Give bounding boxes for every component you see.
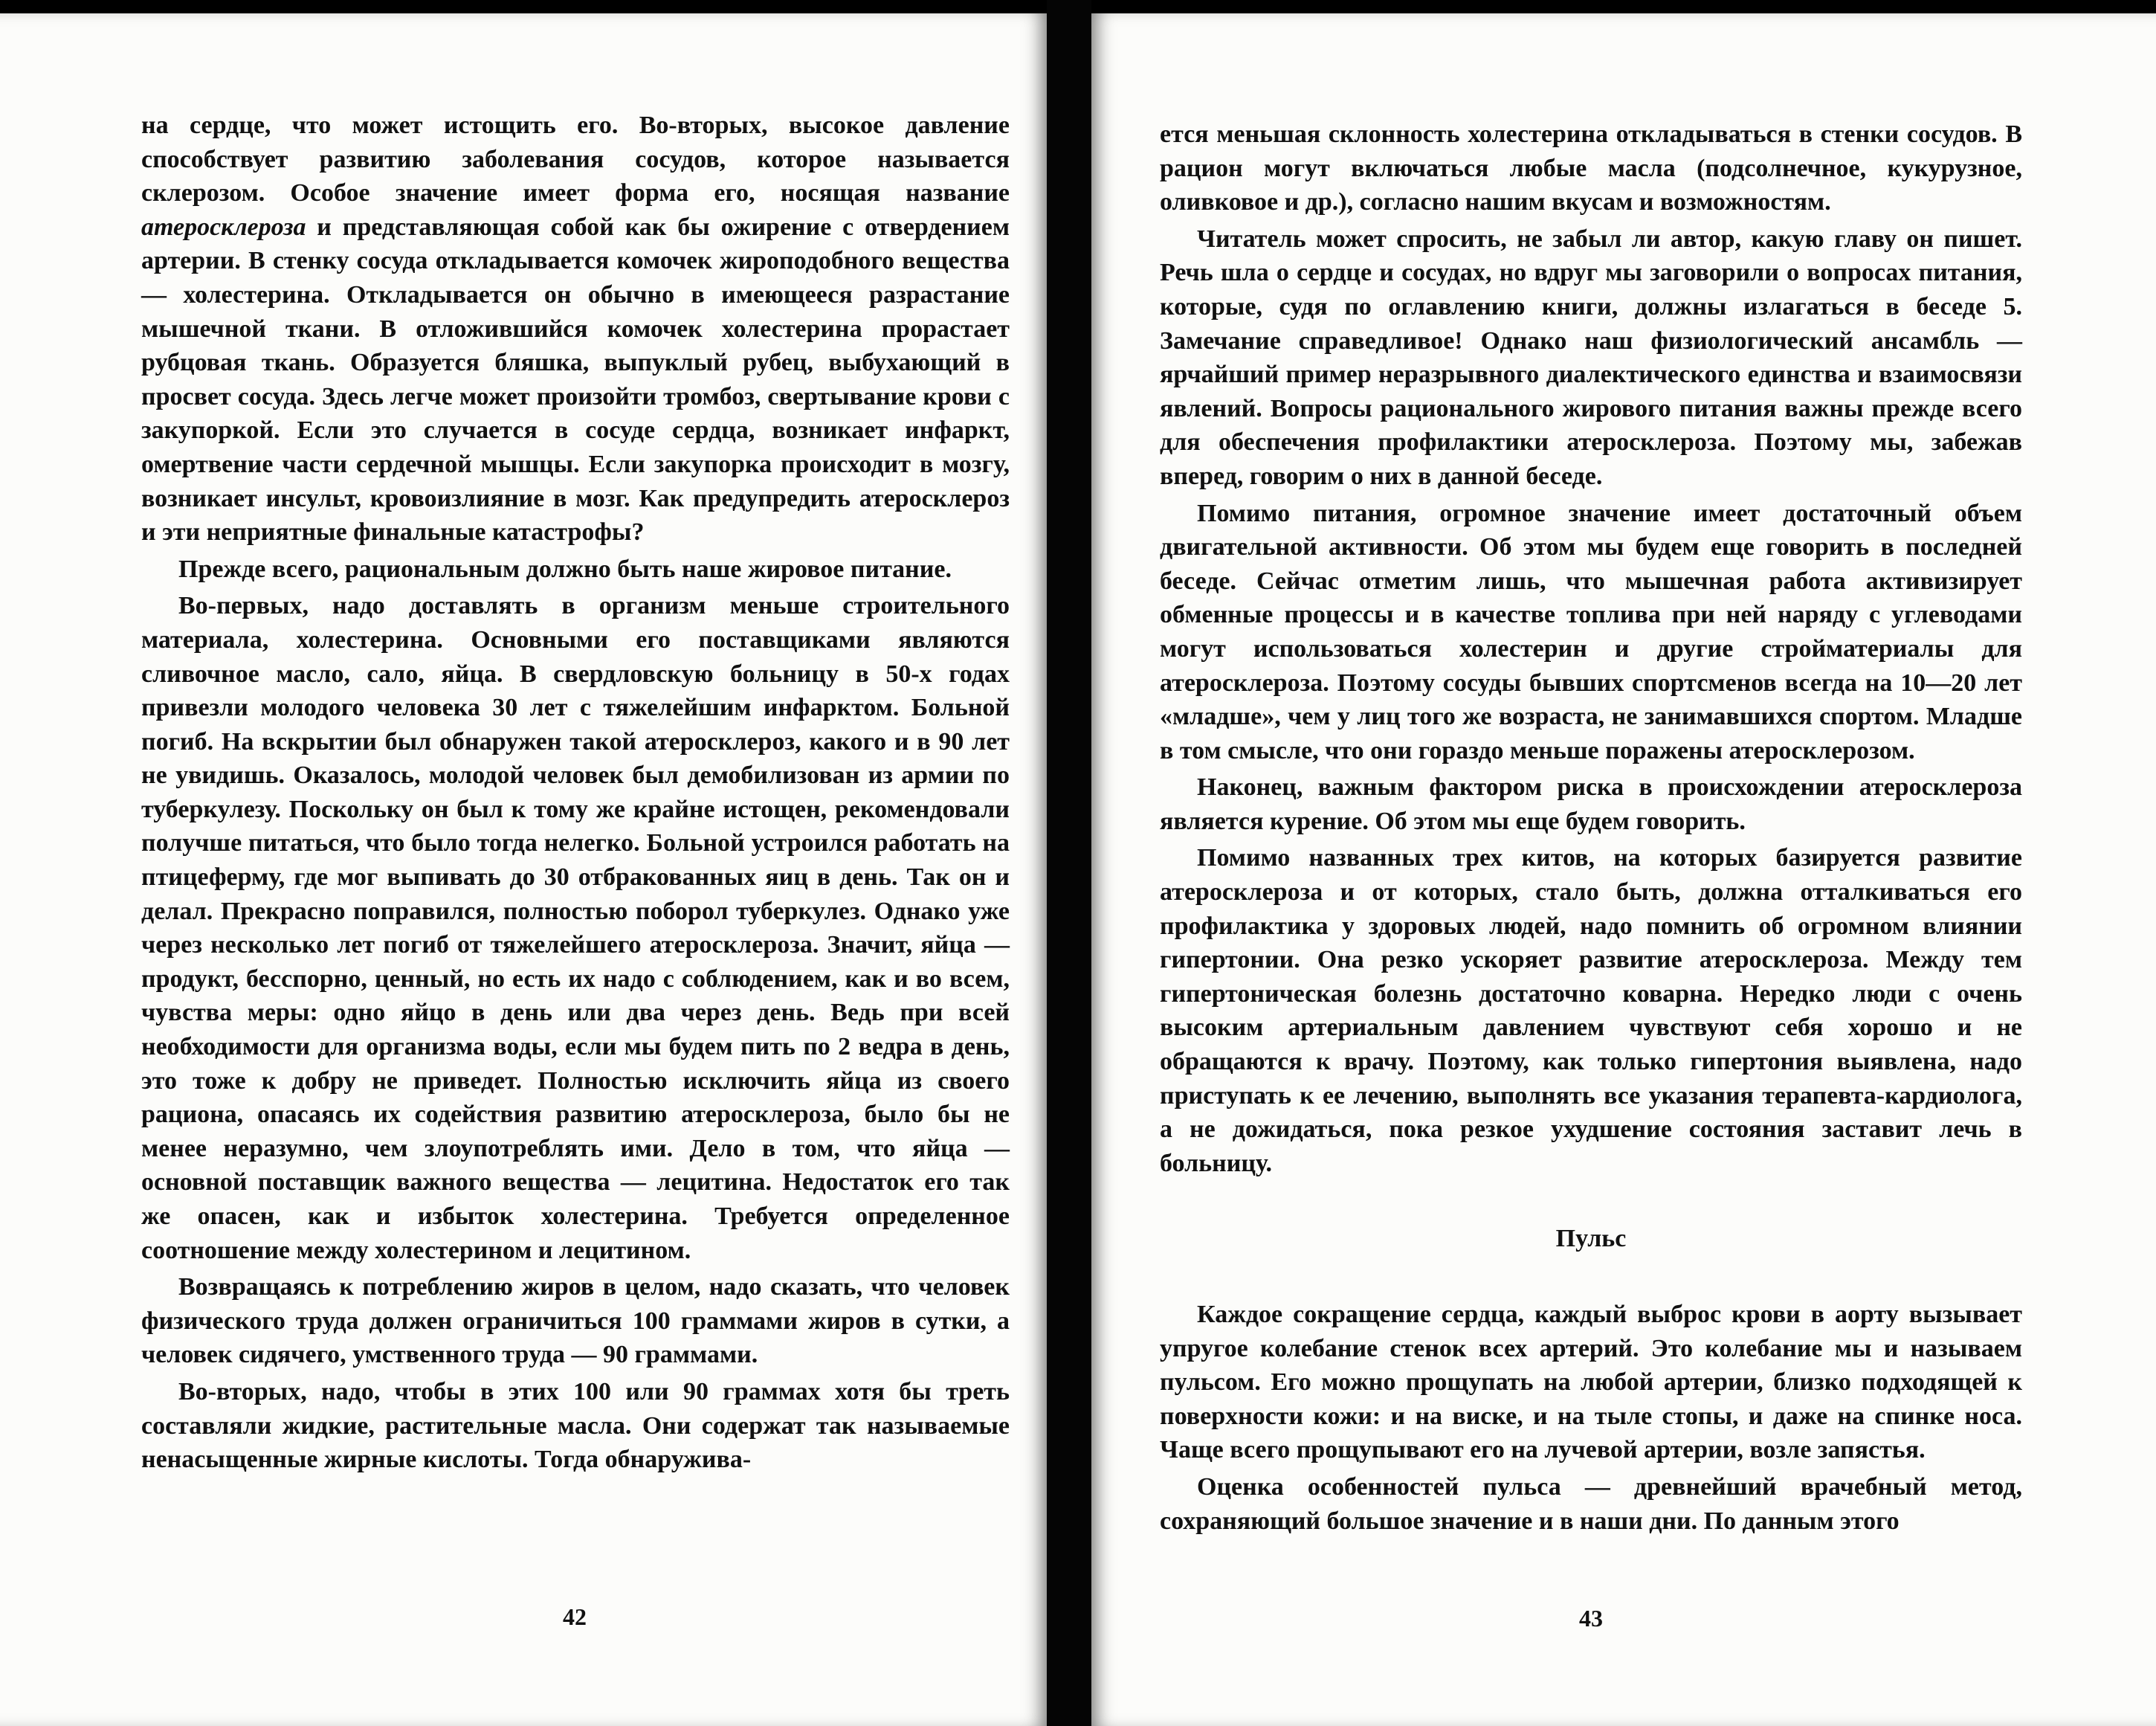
paragraph: Читатель может спросить, не забыл ли автор, какую главу он пишет. Речь шла о сердце и сосудах, но вдруг мы заговорили о вопросах питания, которые, судя по оглавлению книги, должны излагаться в беседе 5. Замечание справедливое! Однако наш физиологический ансамбль — ярчайший пример неразрывного диалектического единства и взаимосвязи явлений. Вопросы рационального жирового питания важны прежде всего для обеспечения профилактики атеросклероза. Поэтому мы, забежав вперед, говорим о них в данной беседе.	[1160, 225, 2022, 490]
paragraph: Оценка особенностей пульса — древнейший врачебный метод, сохраняющий большое значение и в наши дни. По данным этого	[1160, 1472, 2022, 1535]
page-number-left: 42	[563, 1603, 587, 1630]
paragraph: Возвращаясь к потреблению жиров в целом, надо сказать, что человек физического труда должен ограничиться 100 граммами жиров в сутки, а человек сидячего, умственного труда — 90 граммами.	[141, 1273, 1010, 1369]
paragraph-text: на сердце, что может истощить его. Во-вторых, высокое давление способствует развитию заболевания сосудов, которое называется склерозом. Особое значение имеет форма его, носящая название	[141, 112, 1010, 207]
paragraph-text: и представляющая собой как бы ожирение с отвердением артерии. В стенку сосуда откладывается комочек жироподобного вещества — холестерина. Откладывается он обычно в имеющееся разрастание мышечной ткани. В отложившийся комочек холестерина прорастает рубцовая ткань. Образуется бляшка, выпуклый рубец, выбухающий в просвет сосуда. Здесь легче может произойти тромбоз, свертывание крови с закупоркой. Если это случается в сосуде сердца, возникает инфаркт, омертвение части сердечной мышцы. Если закупорка происходит в мозгу, возникает инсульт, кровоизлияние в мозг. Как предупредить атеросклероз и эти неприятные финальные катастрофы?	[141, 213, 1010, 547]
paragraph: Помимо питания, огромное значение имеет достаточный объем двигательной активности. Об этом мы будем еще говорить в последней беседе. Сейчас отметим лишь, что мышечная работа активизирует обменные процессы и в качестве топлива при ней наряду с углеводами могут использоваться холестерин и другие стройматериалы для атеросклероза. Поэтому сосуды бывших спортсменов всегда на 10—20 лет «младше», чем у лиц того же возраста, не занимавшихся спортом. Младше в том смысле, что они гораздо меньше поражены атеросклерозом.	[1160, 499, 2022, 764]
paragraph: Прежде всего, рациональным должно быть наше жировое питание.	[178, 555, 952, 583]
left-page-body	[141, 109, 1010, 1477]
paragraph: Во-вторых, надо, чтобы в этих 100 или 90 граммах хотя бы треть составляли жидкие, растительные масла. Они содержат так называемые ненасыщенные жирные кислоты. Тогда обнаружива-	[141, 1377, 1010, 1474]
paragraph: Наконец, важным фактором риска в происхождении атеросклероза является курение. Об этом мы еще будем говорить.	[1160, 773, 2022, 835]
paragraph: ется меньшая склонность холестерина откладываться в стенки сосудов. В рацион могут включаться любые масла (подсолнечное, кукурузное, оливковое и др.), согласно нашим вкусам и возможностям.	[1160, 120, 2022, 216]
paragraph: Каждое сокращение сердца, каждый выброс крови в аорту вызывает упругое колебание стенок всех артерий. Это колебание мы и называем пульсом. Его можно прощупать на любой артерии, близко подходящей к поверхности кожи: и на виске, и на тыле стопы, и даже на спинке носа. Чаще всего прощупывают его на лучевой артерии, возле запястья.	[1160, 1301, 2022, 1464]
paragraph	[141, 109, 1010, 550]
section-heading: Пульс	[1555, 1225, 1627, 1253]
paragraph: Помимо названных трех китов, на которых базируется развитие атеросклероза и от которых, стало быть, должна отталкиваться его профилактика у здоровых людей, надо помнить об огромном влиянии гипертонии. Она резко ускоряет развитие атеросклероза. Между тем гипертоническая болезнь достаточно коварна. Нередко люди с очень высоким артериальным давлением чувствуют себя хорошо и не обращаются к врачу. Поэтому, как только гипертония выявлена, надо приступать к ее лечению, выполнять все указания терапевта-кардиолога, а не дожидаться, пока резкое ухудшение состояния заставит лечь в больницу.	[1160, 844, 2022, 1177]
right-page	[1091, 13, 2156, 1726]
right-page-body	[1160, 117, 2022, 1538]
page-number-right: 43	[1579, 1605, 1603, 1632]
paragraph: Во-первых, надо доставлять в организм меньше строительного материала, холестерина. Основными его поставщиками являются сливочное масло, сало, яйца. В свердловскую больницу в 50-х годах привезли молодого человека 30 лет с тяжелейшим инфарктом. Больной погиб. На вскрытии был обнаружен такой атеросклероз, какого и в 90 лет не увидишь. Оказалось, молодой человек был демобилизован из армии по туберкулезу. Поскольку он был к тому же крайне истощен, рекомендовали получше питаться, что было тогда нелегко. Больной устроился работать на птицеферму, где мог выпивать до 30 отбракованных яиц в день. Так он и делал. Прекрасно поправился, полностью поборол туберкулез. Однако уже через несколько лет погиб от тяжелейшего атеросклероза. Значит, яйца — продукт, бесспорно, ценный, но есть их надо с соблюдением, как и во всем, чувства меры: одно яйцо в день или два через день. Ведь при всей необходимости для организма воды, если мы будем пить по 2 ведра в день, это тоже к добру не приведет. Полностью исключить яйца из своего рациона, опасаясь их содействия развитию атеросклероза, было бы не менее неразумно, чем злоупотреблять ими. Дело в том, что яйца — основной поставщик важного вещества — лецитина. Недостаток его так же опасен, как и избыток холестерина. Требуется определенное соотношение между холестерином и лецитином.	[141, 592, 1010, 1264]
book-gutter	[1047, 0, 1091, 1726]
left-page	[0, 13, 1047, 1726]
italic-term: атеросклероза	[141, 213, 306, 241]
